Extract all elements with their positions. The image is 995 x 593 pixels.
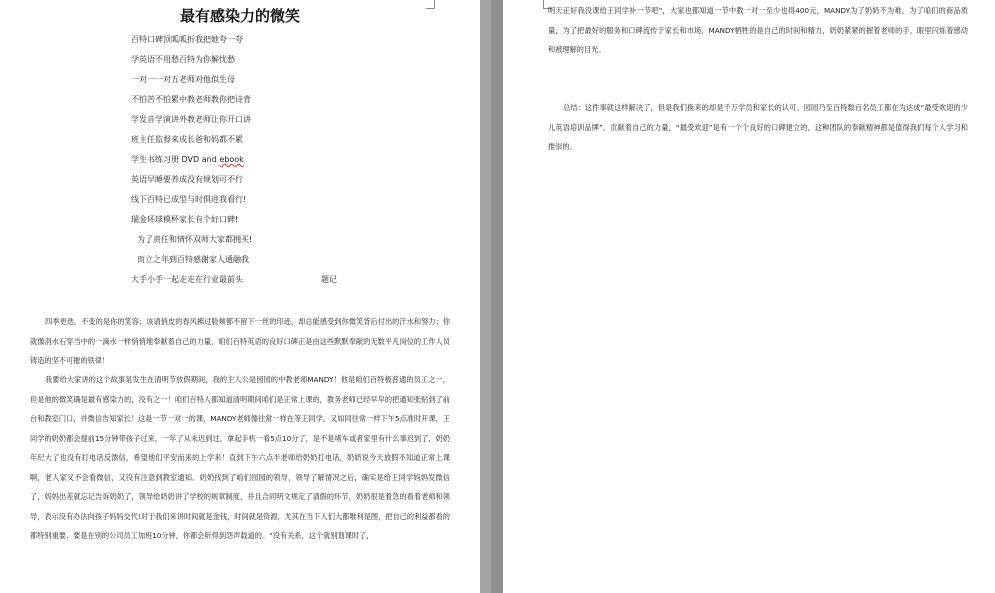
poem-line: 为了责任和情怀双师大家都拥买! — [137, 235, 253, 244]
poem-line-text: 学生书练习册 DVD and — [131, 155, 220, 164]
poem-line: 不怕苦不怕累中教老师教你把诗背 — [131, 95, 251, 104]
poem-line: 瑞金环球模杯家长有个好口碑! — [131, 215, 239, 224]
document-page-left — [0, 0, 480, 593]
poem-line — [131, 274, 337, 294]
poem-note: 题记 — [321, 275, 337, 284]
body-paragraph: 明天正好我没课给王同学补一节吧”，大家也都知道一节中教一对一至少也得400元，MANDY为了奶奶不为难，为了咱们的商品质量，为了把最好的服务和口碑流传于家长和市场，MANDY牺牲的是自己的时间和精力，奶奶紧紧的握着老师的手，眼里闪烁着感动和被理解的目光。 — [548, 6, 968, 54]
body-paragraph: 总结：这件事就这样解决了，但是我们换来的却是千万学员和家长的认可。园园乃至百特数百名员工都在为达成“最受欢迎的少儿英语培训品牌”，贡献着自己的力量，“最受欢迎”是有一个个良好的口碑建立的，这种团队的奉献精神都是值得我们每个人学习和推崇的。 — [548, 103, 968, 151]
poem-line: 百特口碑顶呱呱折我把她夸一夸 — [131, 35, 243, 44]
poem-line-text: 大手小手一起走走在行业最前头 — [131, 275, 243, 284]
document-page-right — [503, 0, 995, 593]
poem-line: 一对一一对五老师对他似生母 — [131, 75, 235, 84]
poem-line: 学发音学演讲外教老师让你开口讲 — [131, 115, 251, 124]
poem-line: 学英语不用愁百特为你解忧愁 — [131, 55, 235, 64]
body-paragraph: 我要给大家讲的这个故事是发生在清明节放假期间，我的主人公是园园的中教老师MANDY！他是咱们百特极普通的员工之一，但是他的微笑确是最有感染力的，没有之一！咱们百特人都知道清明期间咱们是正常上课的，教务老师已经早早的把通知张贴到了前台和教室门口，并微信告知家长！这是一节一对一的课，MANDY老师像往常一样在等王同学，又如同往常一样下午5点准时开课，王同学的奶奶都会提前15分钟带孩子过来，一年了从未迟到过。拿起手机一看5点10分了，是不是堵车或者家里有什么事迟到了，奶奶年纪大了也没有打电话反馈信，希望他们平安而来的上学来！直到下午六点半老师给奶奶打电话，奶奶说今天放假不知道正常上课啊，老人家又不会看微信，又没有注意到教室通知。奶奶找到了咱们园园的领导，领导了解情况之后，确实是给王同学妈妈发微信了，妈妈出差就忘记告诉奶奶了，领导给奶奶讲了学校的规章制度，并且合同明文规定了请假的环节，奶奶很是着急的看着老师和领导，表示没有办法向孩子妈妈交代!对于我们来讲时间就是金钱，时间就是资源，尤其在当下人们大都唯利是图，把自己的利益都看的都特别重要，要是在别的公司员工加班10分钟，你都会听得到怨声载道的。“没有关系，这个就别划课时了， — [30, 375, 450, 540]
spellcheck-word[interactable]: ebook — [219, 155, 244, 164]
poem-block — [131, 34, 337, 294]
poem-line: 班主任监督来成长爸和妈都不累 — [131, 135, 243, 144]
poem-line: 而立之年到百特感谢家人通融我 — [137, 255, 249, 264]
poem-line: 线下百特已成型与时俱进我看行! — [131, 195, 247, 204]
poem-line: 英语早睡要养成没有规划可不行 — [131, 175, 243, 184]
body-paragraph: 四季更迭，不变的是你的笑容；该请俏皮的春风拂过脸颊都不留下一丝的印迹，却总能感受到你微笑背后付出的汗水和努力；你就像涓水石穿当中的一滴水一样悄悄地奉献着自己的力量，咱们百特英语的良好口碑正是由这些默默奉献的无数平凡岗位的工作人员铸造的坚不可摧的铁律！ — [30, 317, 450, 365]
page-gutter-shadow — [491, 0, 503, 593]
document-title: 最有感染力的微笑 — [179, 7, 300, 25]
poem-line — [131, 154, 337, 174]
